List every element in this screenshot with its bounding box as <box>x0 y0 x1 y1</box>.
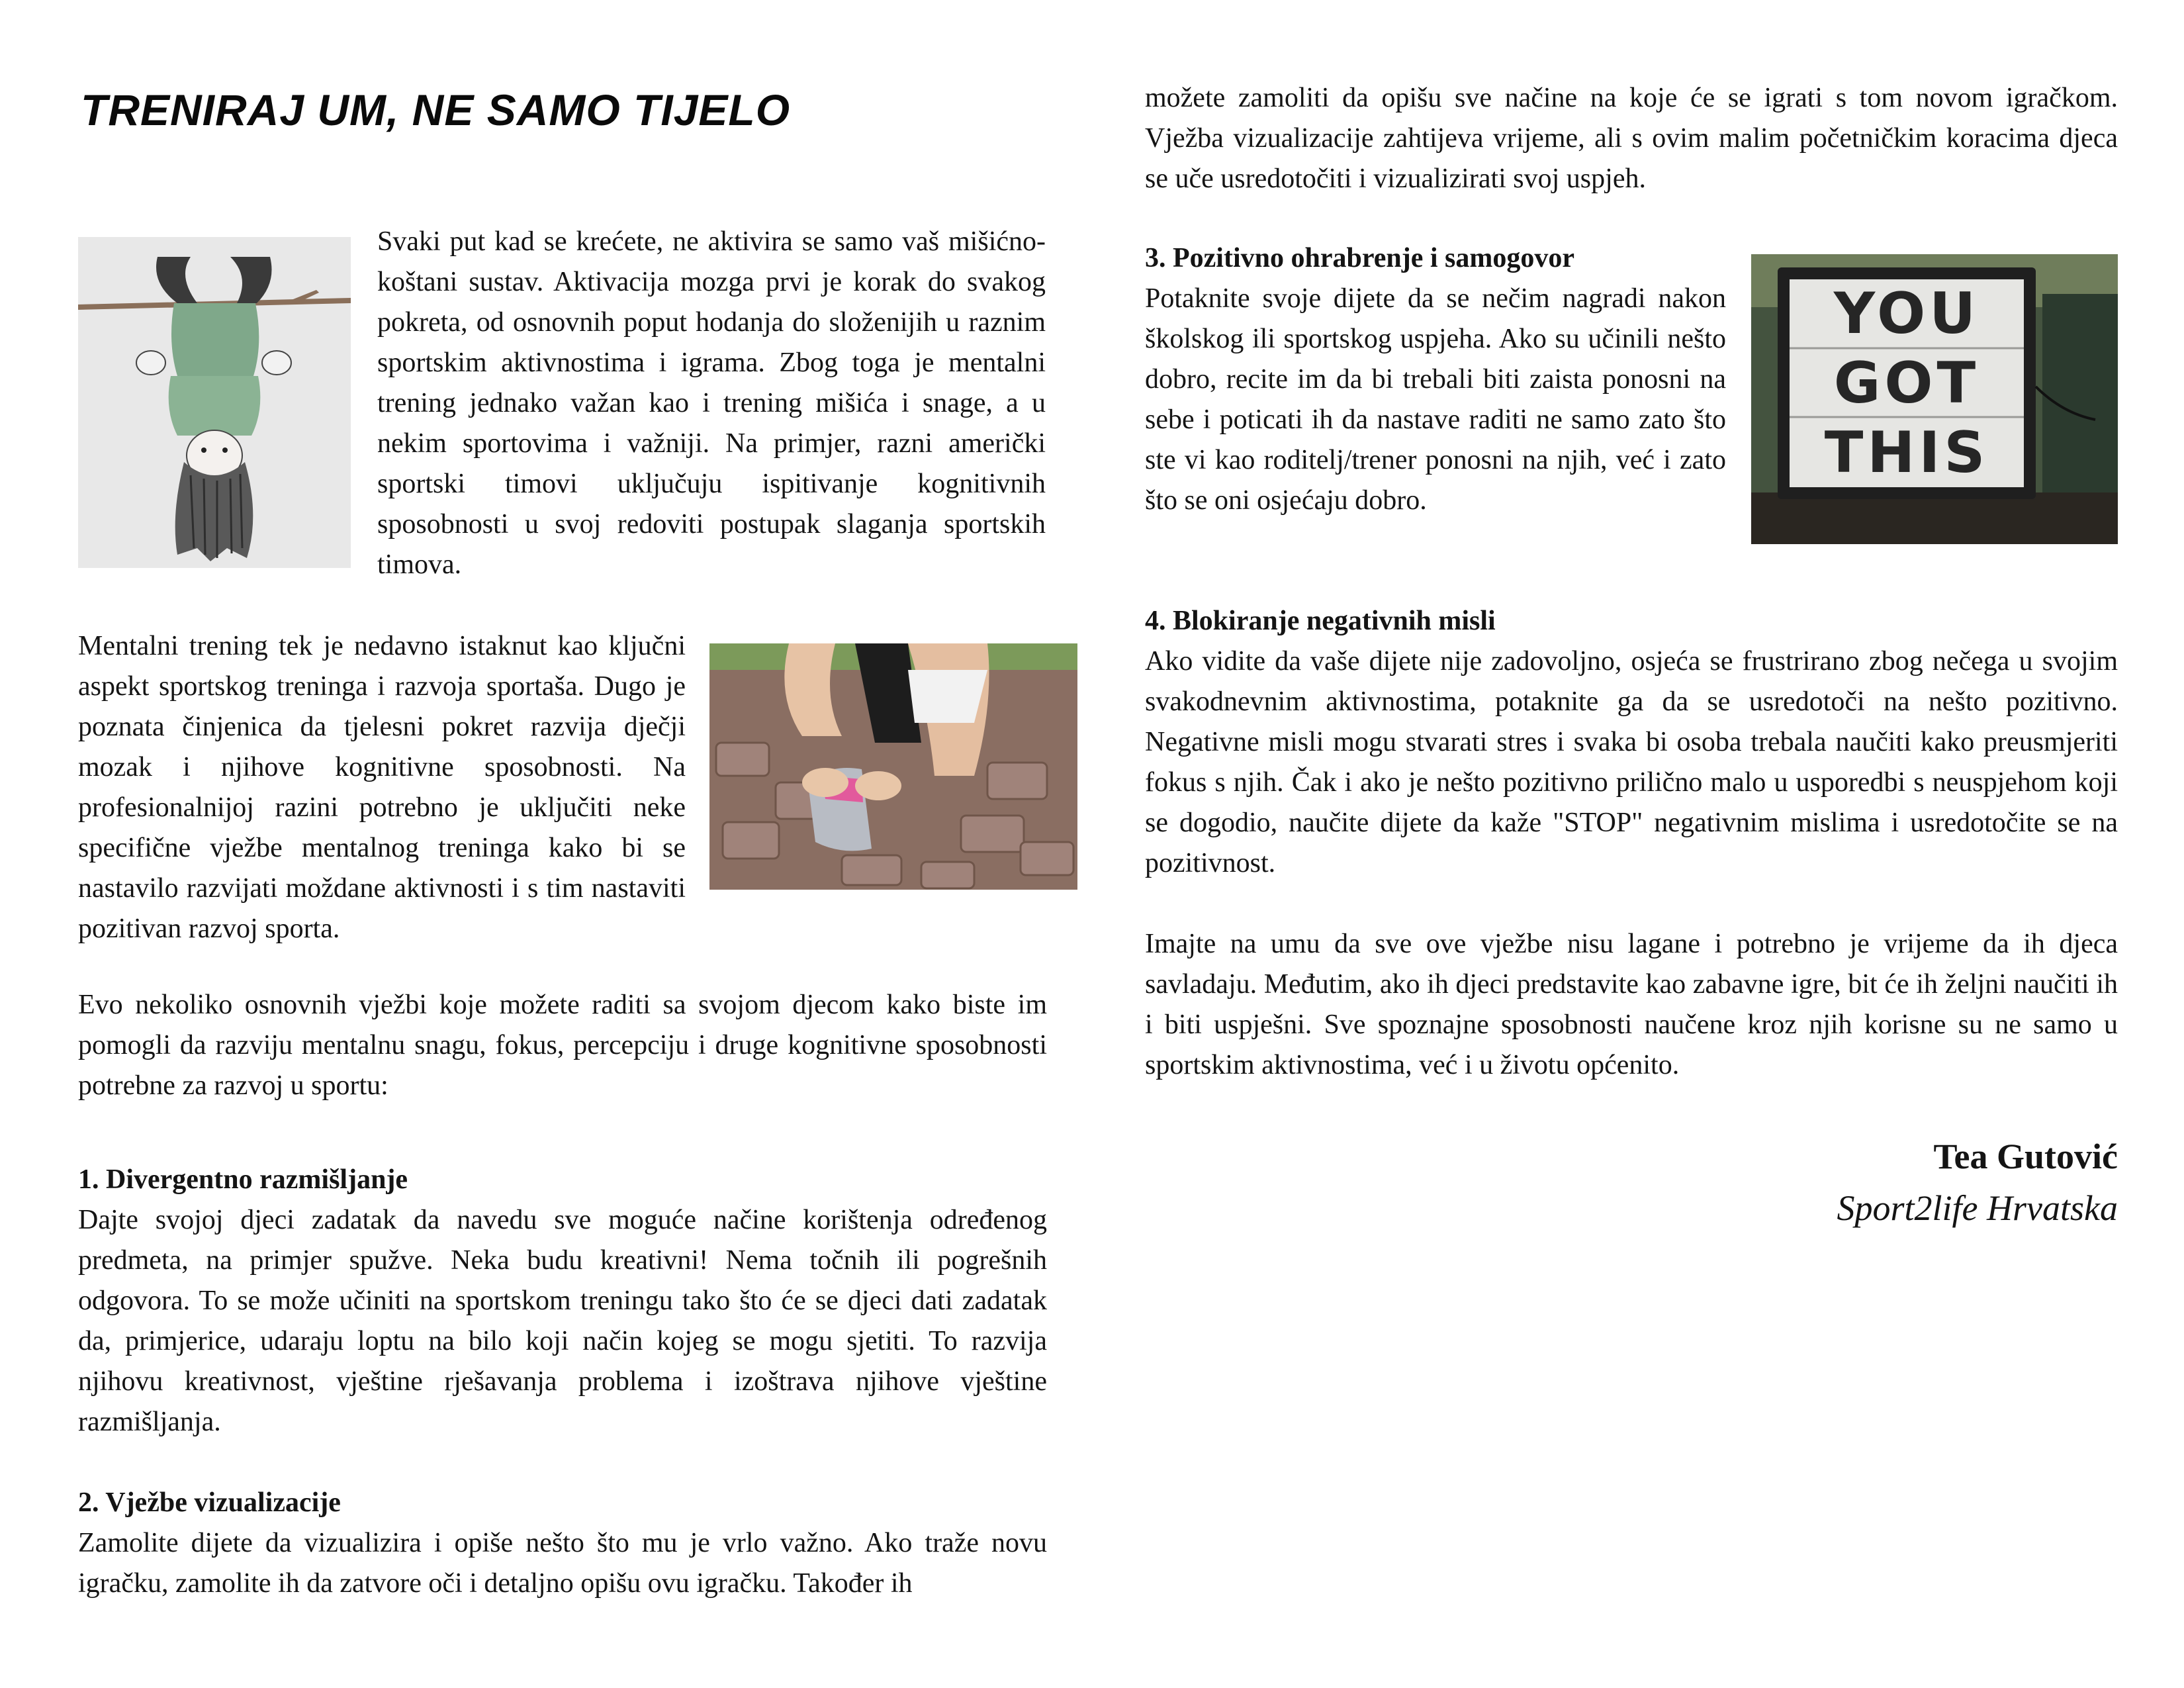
closing-paragraph: Imajte na umu da sve ove vježbe nisu lagane i potrebno je vrijeme da ih djeca savladaju. Međutim, ako ih djeci predstavite kao zabavne igre, bit će ih željni naučiti ih i biti uspješni. Sve spoznajne sposobnosti naučene kroz njih korisne su ne samo u sportskim aktivnostima, već i u životu općenito. <box>1145 929 2118 1080</box>
section-1-heading: 1. Divergentno razmišljanje <box>78 1164 408 1195</box>
section-3-heading: 3. Pozitivno ohrabrenje i samogovor <box>1145 243 1574 273</box>
section-1-text: Dajte svojoj djeci zadatak da navedu sve moguće načine korištenja određenog predmeta, na primjer spužve. Neka budu kreativni! Nema točnih ili pogrešnih odgovora. To se može učiniti na sportskom treningu tako što će se djeci dati zadatak da, primjerice, udaraju loptu na bilo koji način kojeg se mogu sjetiti. To razvija njihovu kreativnost, vještine rješavanja problema i izoštrava njihove vještine razmišljanja. <box>78 1205 1047 1437</box>
author-name: Tea Gutović <box>1933 1137 2118 1176</box>
section-4-heading: 4. Blokiranje negativnih misli <box>1145 606 1496 636</box>
intro-paragraph-1: Svaki put kad se krećete, ne aktivira se samo vaš mišićno-koštani sustav. Aktivacija mozga prvi je korak do svakog pokreta, od osnovnih poput hodanja do složenijih u raznim sportskim aktivnostima i igrama. Zbog toga je mentalni trening jednako važan kao i trening mišića i snage, a u nekim sportovima i važniji. Na primjer, razni američki sportski timovi uključuju ispitivanje kognitivnih sposobnosti u svoj redoviti postupak slaganja sportskih timova. <box>377 226 1046 580</box>
author-organization: Sport2life Hrvatska <box>1837 1188 2118 1228</box>
intro-paragraph-3: Evo nekoliko osnovnih vježbi koje možete raditi sa svojom djecom kako biste im pomogli da razviju mentalnu snagu, fokus, percepciju i druge kognitivne sposobnosti potrebne za razvoj u sportu: <box>78 990 1047 1101</box>
section-3-text: Potaknite svoje dijete da se nečim nagradi nakon školskog ili sportskog uspjeha. Ako su učinili nešto dobro, recite im da bi trebali biti zaista ponosni na sebe i poticati ih da nastave raditi ne samo zato što ste vi kao roditelj/trener ponosni na njih, već i zato što se oni osjećaju dobro. <box>1145 283 1726 516</box>
you-got-this-lightbox-photo <box>1751 254 2118 544</box>
section-2-text-part-2: možete zamoliti da opišu sve načine na koje će se igrati s tom novom igračkom. Vježba vizualizacije zahtijeva vrijeme, ali s ovim malim početničkim koracima djeca se uče usredotočiti i vizualizirati svoj uspjeh. <box>1145 83 2118 194</box>
section-2-heading: 2. Vježbe vizualizacije <box>78 1487 341 1518</box>
article-title: TRENIRAJ UM, NE SAMO TIJELO <box>81 85 791 134</box>
lightbox-word-this: THIS <box>1824 419 1989 486</box>
section-4-text: Ako vidite da vaše dijete nije zadovoljno, osjeća se frustrirano zbog nečega u svojim svakodnevnim aktivnostima, potaknite ga da se usredotoči na nešto pozitivno. Negativne misli mogu stvarati stres i svaka bi osoba trebala naučiti kako preusmjeriti fokus s njih. Čak i ako je nešto pozitivno prilično malo u usporedbi s neuspjehom koji se dogodio, naučite dijete da kaže "STOP" negativnim mislima i usredotočite se na pozitivnost. <box>1145 646 2118 878</box>
lightbox-word-you: YOU <box>1833 281 1980 348</box>
tying-shoelaces-photo <box>709 643 1077 890</box>
intro-paragraph-2: Mentalni trening tek je nedavno istaknut kao ključni aspekt sportskog treninga i razvoja sportaša. Dugo je poznata činjenica da tjelesni pokret razvija dječji mozak i njihove kognitivne sposobnosti. Na profesionalnijoj razini potrebno je uključiti neke specifične vježbe mentalnog treninga kako bi se nastavilo razvijati moždane aktivnosti i s tim nastaviti pozitivan razvoj sporta. <box>78 631 686 944</box>
lightbox-word-got: GOT <box>1833 350 1980 416</box>
section-2-text-part-1: Zamolite dijete da vizualizira i opiše nešto što mu je vrlo važno. Ako traže novu igračku, zamolite ih da zatvore oči i detaljno opišu ovu igračku. Također ih <box>78 1528 1047 1599</box>
hanging-girl-illustration <box>78 237 351 568</box>
